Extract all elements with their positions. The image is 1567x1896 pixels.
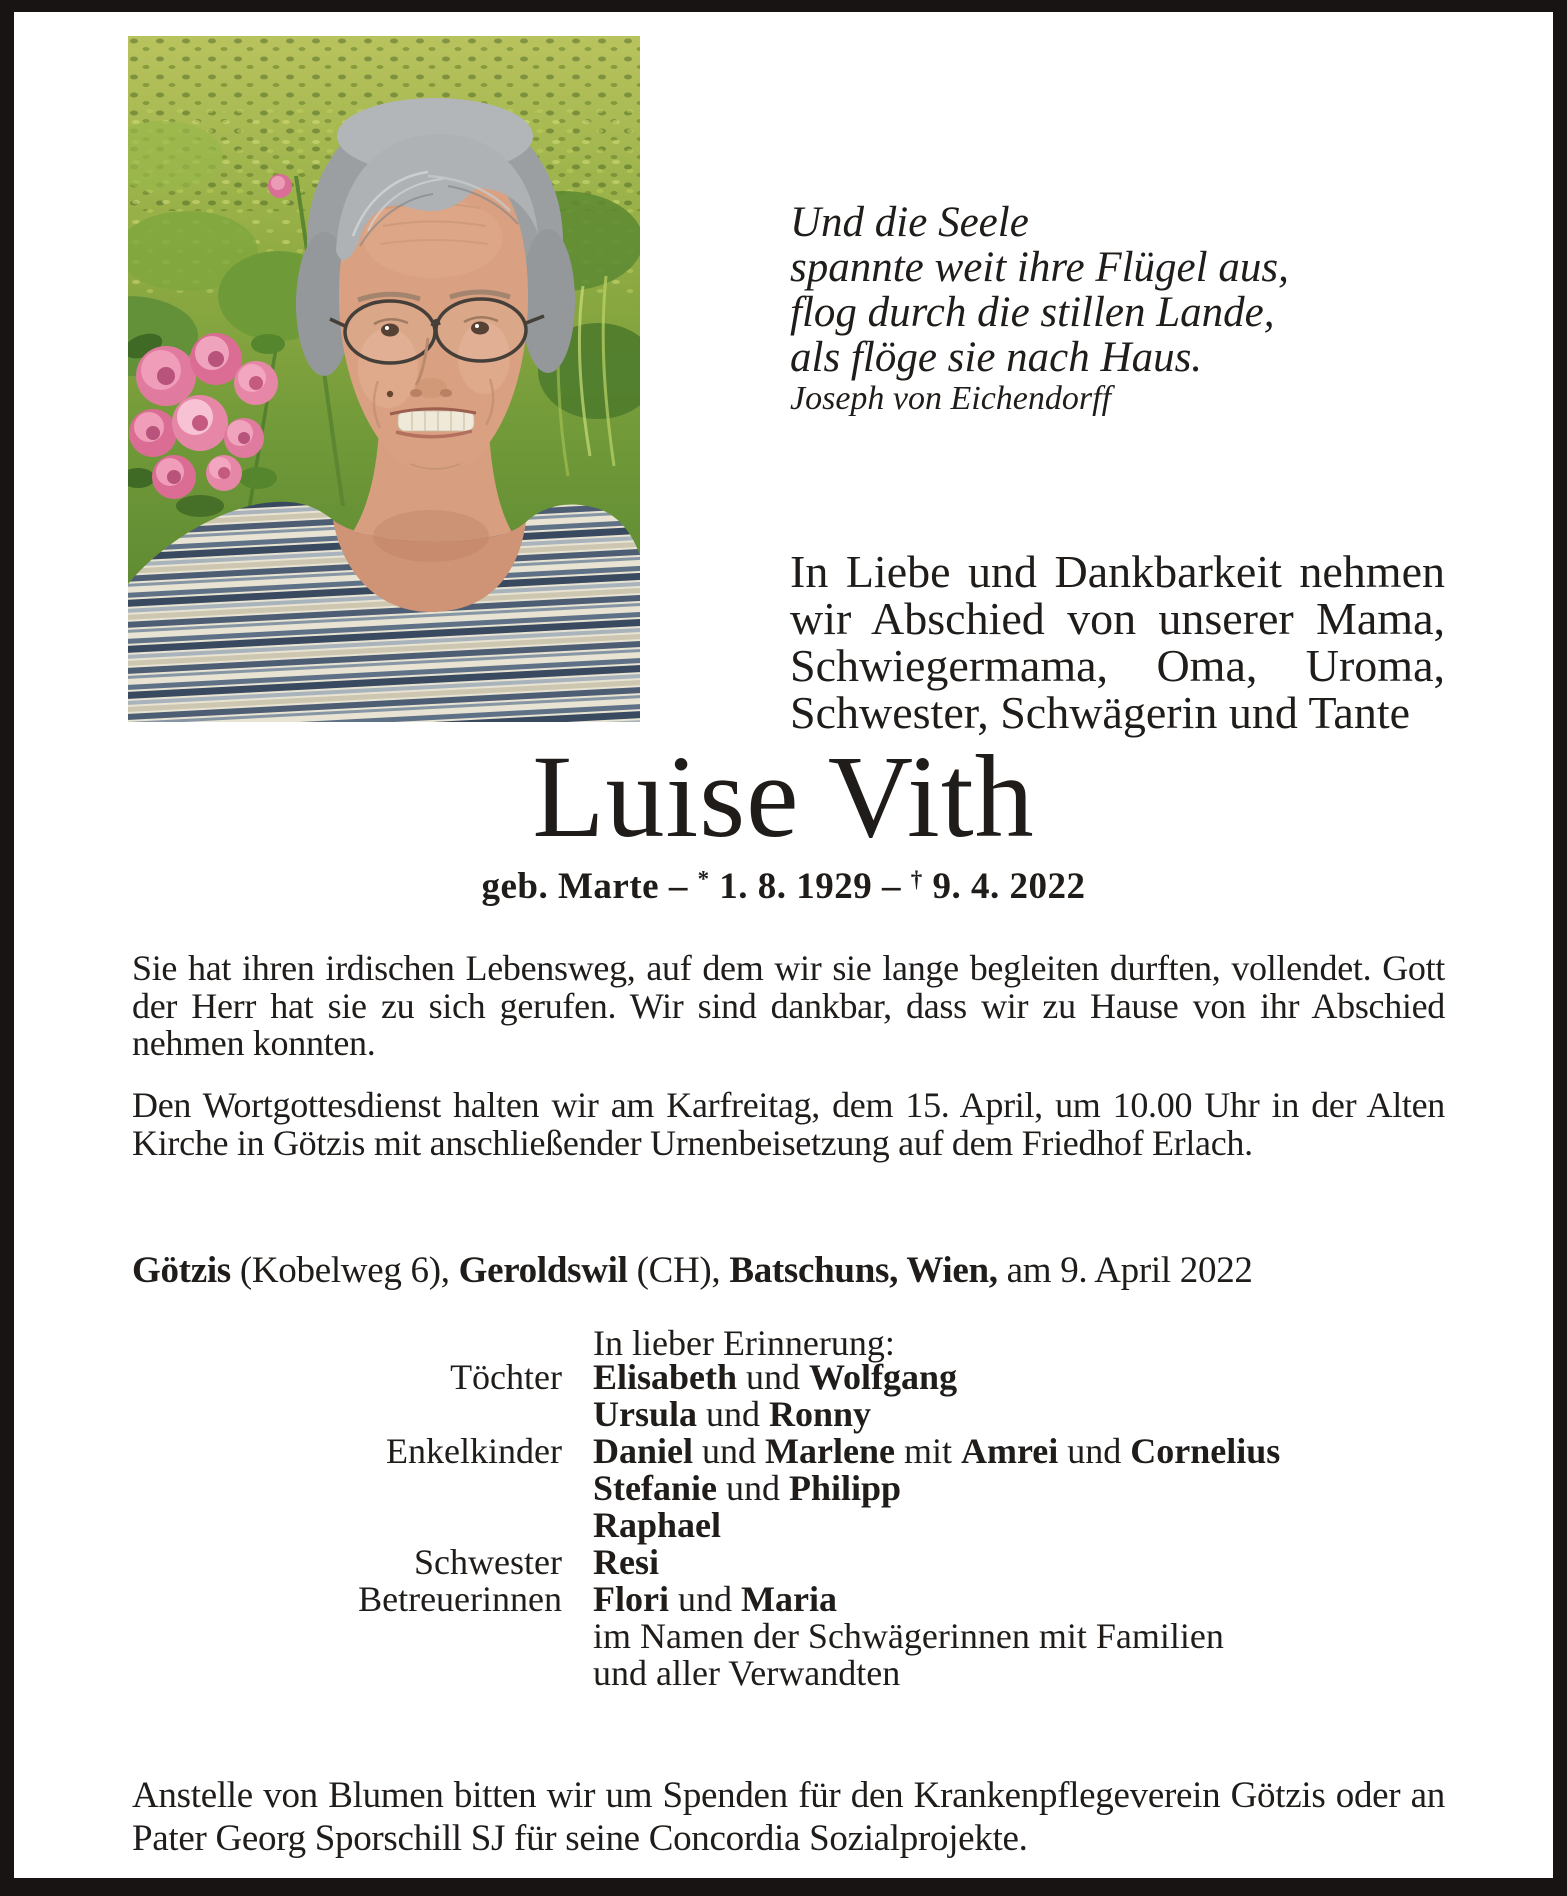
relation-label: Töchter xyxy=(450,1357,562,1397)
relation-label: Enkelkinder xyxy=(386,1431,562,1471)
list-item xyxy=(132,1655,1462,1692)
poem-line: spannte weit ihre Flügel aus, xyxy=(790,244,1289,291)
poem xyxy=(790,200,1410,380)
relation-names: im Namen der Schwägerinnen mit Familien xyxy=(593,1616,1224,1656)
relation-label: Betreuerinnen xyxy=(358,1579,562,1619)
relation-names: Stefanie und Philipp xyxy=(593,1468,902,1508)
poem-line: Und die Seele xyxy=(790,199,1029,246)
poem-line: flog durch die stillen Lande, xyxy=(790,289,1275,336)
paragraph-life: Sie hat ihren irdischen Lebensweg, auf dem wir sie lange begleiten durften, vollendet. Gott der Herr hat sie zu sich gerufen. Wir sind dankbar, dass wir zu Hause von ihr Abschied nehmen konnten. xyxy=(132,948,1445,1063)
list-item xyxy=(132,1507,1462,1544)
relation-label xyxy=(132,1507,593,1544)
portrait-photo xyxy=(128,36,640,722)
relation-label xyxy=(132,1396,593,1433)
remembrance-list xyxy=(132,1359,1462,1692)
mole xyxy=(387,391,393,397)
obituary-sheet xyxy=(14,12,1553,1878)
list-item xyxy=(132,1470,1462,1507)
poem-attribution: Joseph von Eichendorff xyxy=(790,380,1112,417)
paragraph-service: Den Wortgottesdienst halten wir am Karfreitag, dem 15. April, um 10.00 Uhr in der Alten Kirche in Götzis mit anschließender Urnenbeisetzung auf dem Friedhof Erlach. xyxy=(132,1085,1445,1163)
relation-names: und aller Verwandten xyxy=(593,1653,901,1693)
farewell-intro: In Liebe und Dankbarkeit nehmen wir Abschied von unserer Mama, Schwiegermama, Oma, Uroma, Schwester, Schwägerin und Tante xyxy=(790,546,1445,738)
relation-names: Daniel und Marlene mit Amrei und Cornelius xyxy=(593,1431,1281,1471)
relation-names: Raphael xyxy=(593,1505,722,1545)
relation-label xyxy=(132,1655,593,1692)
relation-names: Elisabeth und Wolfgang xyxy=(593,1357,958,1397)
dateline: Götzis (Kobelweg 6), Geroldswil (CH), Batschuns, Wien, am 9. April 2022 xyxy=(132,1250,1253,1291)
list-item xyxy=(132,1618,1462,1655)
relation-names: Resi xyxy=(593,1542,659,1582)
remembrance-heading: In lieber Erinnerung: xyxy=(593,1323,895,1363)
list-item xyxy=(132,1359,1462,1396)
relation-names: Flori und Maria xyxy=(593,1579,837,1619)
list-item xyxy=(132,1544,1462,1581)
poem-line: als flöge sie nach Haus. xyxy=(790,334,1203,381)
list-item xyxy=(132,1433,1462,1470)
relation-label xyxy=(132,1470,593,1507)
list-item xyxy=(132,1396,1462,1433)
donation-note: Anstelle von Blumen bitten wir um Spenden für den Krankenpflegeverein Götzis oder an Pater Georg Sporschill SJ für seine Concordia Sozialprojekte. xyxy=(132,1775,1445,1859)
relation-label: Schwester xyxy=(414,1542,562,1582)
portrait-photo-illustration xyxy=(128,36,640,722)
deceased-name: Luise Vith xyxy=(532,731,1035,862)
relation-label xyxy=(132,1618,593,1655)
relation-names: Ursula und Ronny xyxy=(593,1394,872,1434)
list-item xyxy=(132,1581,1462,1618)
birth-death-line: geb. Marte – * 1. 8. 1929 – † 9. 4. 2022 xyxy=(481,866,1086,907)
